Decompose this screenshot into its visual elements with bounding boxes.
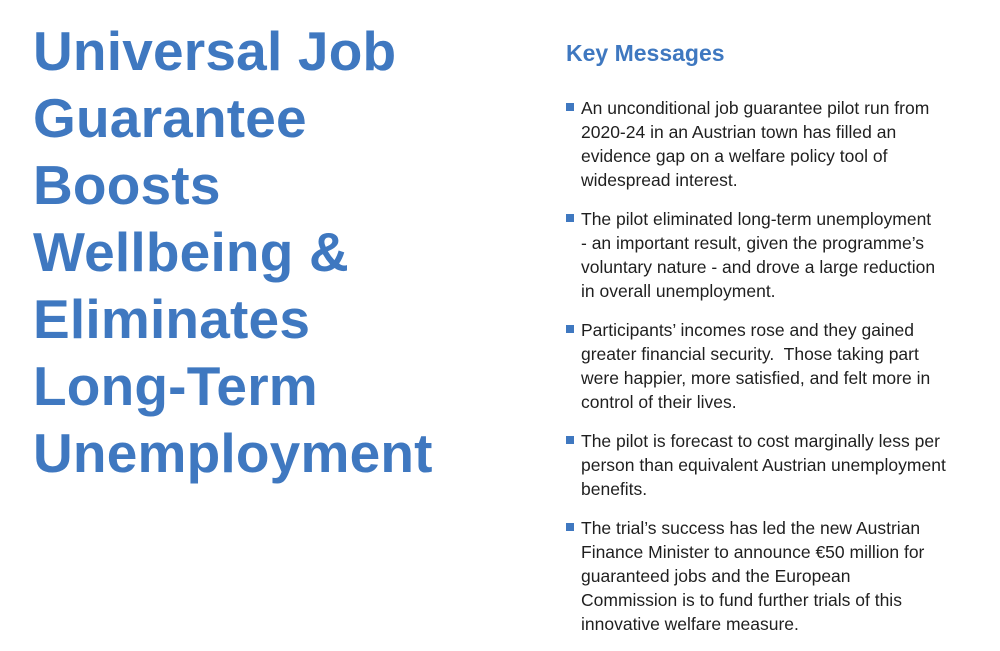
bullet-text-line: greater financial security. Those taking part [581,344,919,364]
bullet-text-line: voluntary nature - and drove a large reduction [581,257,936,277]
bullet-text-line: An unconditional job guarantee pilot run from [581,98,930,118]
key-messages-heading: Key Messages [566,40,725,66]
square-bullet-icon [566,325,574,333]
bullet-text-line: guaranteed jobs and the European [581,566,851,586]
list-item [566,429,991,501]
square-bullet-icon [566,523,574,531]
bullet-text-line: The trial’s success has led the new Austrian [581,518,921,538]
list-item [566,207,991,303]
title-line: Boosts [33,154,221,216]
bullet-text-line: were happier, more satisfied, and felt more in [581,368,931,388]
bullet-text-line: person than equivalent Austrian unemployment [581,455,946,475]
bullet-text-line: widespread interest. [581,170,738,190]
list-item [566,96,991,192]
bullet-text-line: The pilot is forecast to cost marginally less per [581,431,940,451]
list-item [566,318,991,414]
title-line: Eliminates [33,288,311,350]
title-line: Wellbeing & [33,221,349,283]
bullet-text-line: benefits. [581,479,648,499]
key-messages-list [566,96,991,636]
square-bullet-icon [566,436,574,444]
bullet-text-line: Finance Minister to announce €50 million for [581,542,925,562]
title-line: Universal Job [33,20,397,82]
square-bullet-icon [566,103,574,111]
bullet-text-line: - an important result, given the programme’s [581,233,925,253]
title-line: Guarantee [33,87,307,149]
list-item [566,516,991,636]
bullet-text-line: Participants’ incomes rose and they gained [581,320,915,340]
bullet-text-line: 2020-24 in an Austrian town has filled an [581,122,897,142]
bullet-text-line: evidence gap on a welfare policy tool of [581,146,888,166]
square-bullet-icon [566,214,574,222]
title-line: Unemployment [33,422,433,484]
key-messages-section [566,38,991,651]
bullet-text-line: control of their lives. [581,392,737,412]
bullet-text-line: innovative welfare measure. [581,614,799,634]
bullet-text-line: Commission is to fund further trials of this [581,590,902,610]
bullet-text-line: The pilot eliminated long-term unemployment [581,209,932,229]
title-line: Long-Term [33,355,318,417]
document-title [33,18,503,487]
bullet-text-line: in overall unemployment. [581,281,776,301]
